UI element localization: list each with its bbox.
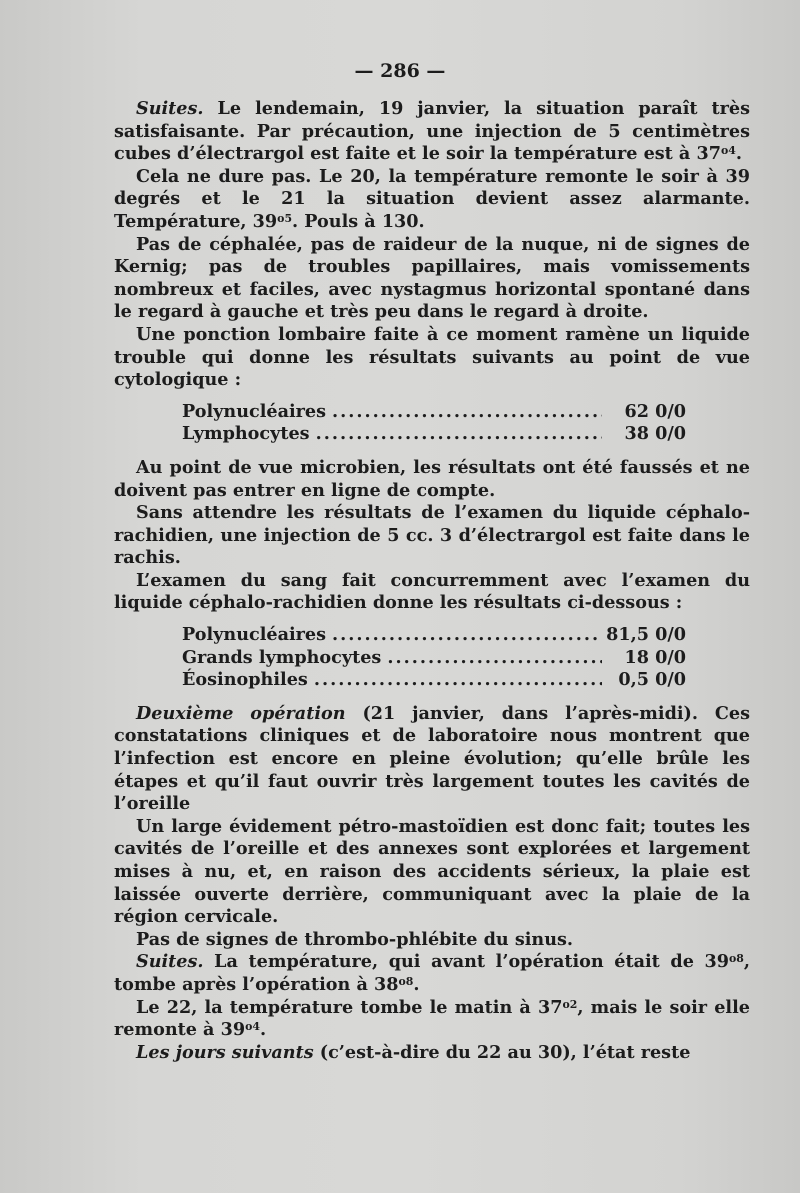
text-block-1 — [114, 98, 750, 392]
paragraph-text: Cela ne dure pas. Le 20, la température remonte le soir à 39 degrés et le 21 la situation devient assez alarmante. Température, $39^{o5}$. Pouls à 130. — [114, 165, 750, 232]
result-row — [182, 647, 686, 670]
dot-leader — [314, 669, 602, 692]
result-label: Polynucléaires — [182, 624, 327, 646]
blood-results — [182, 624, 686, 692]
dot-leader — [332, 624, 600, 647]
paragraph — [114, 166, 750, 234]
result-row — [182, 423, 686, 446]
result-label: Polynucléaires — [182, 400, 327, 422]
paragraph-text: Un large évidement pétro-mastoïdien est donc fait; toutes les cavités de l’oreille et des annexes sont explorées et largement mises à nu, et, en raison des accidents sérieux, la plaie est laissée ouverte derrière, communiquant avec la plaie de la région cervicale. — [114, 815, 750, 928]
paragraph-text: Pas de céphalée, pas de raideur de la nuque, ni de signes de Kernig; pas de troubles papillaires, mais vomissements nombreux et faciles, avec nystagmus horizontal spontané dans le regard à gauche et très peu dans le regard à droite. — [114, 233, 750, 323]
paragraph — [114, 929, 750, 952]
result-row — [182, 401, 686, 424]
paragraph-text: Pas de signes de thrombo-phlébite du sinus. — [136, 928, 574, 950]
paragraph — [114, 324, 750, 392]
paragraph-lead: Suites. — [136, 98, 204, 119]
paragraph-text: La température, qui avant l’opération était de $39^{o8}$, tombe après l’opération à $38^{o8}$. — [114, 951, 750, 995]
result-value: 0,5 0/0 — [618, 669, 686, 691]
paragraph — [114, 98, 750, 166]
paragraph-text: Le lendemain, 19 janvier, la situation paraît très satisfaisante. Par précaution, une injection de 5 centimètres cubes d’électrargol est faite et le soir la température est à $37^{o4}$. — [114, 98, 750, 165]
paragraph-lead: Suites. — [136, 951, 204, 973]
paragraph-text: Au point de vue microbien, les résultats ont été faussés et ne doivent pas entrer en ligne de compte. — [114, 456, 750, 501]
text-block-3 — [114, 703, 750, 1065]
result-value: 81,5 0/0 — [606, 624, 686, 646]
paragraph — [114, 703, 750, 816]
paragraph — [114, 997, 750, 1042]
paragraph-text: L’examen du sang fait concurremment avec l’examen du liquide céphalo-rachidien donne les résultats ci-dessous : — [114, 569, 750, 614]
dot-leader — [332, 401, 602, 424]
page-number: — 286 — — [354, 60, 446, 82]
paragraph — [114, 234, 750, 324]
paragraph — [114, 816, 750, 929]
paragraph — [114, 457, 750, 502]
cytology-results — [182, 401, 686, 446]
paragraph — [114, 502, 750, 570]
result-row — [182, 669, 686, 692]
dot-leader — [316, 423, 602, 446]
result-label: Éosinophiles — [182, 669, 308, 691]
result-value: 18 0/0 — [624, 646, 686, 668]
paragraph — [114, 1042, 750, 1065]
result-row — [182, 624, 686, 647]
page-body — [114, 98, 750, 1064]
paragraph — [114, 570, 750, 615]
dot-leader — [387, 647, 602, 670]
paragraph-lead: Les jours suivants — [136, 1041, 314, 1063]
result-value: 62 0/0 — [624, 400, 686, 422]
paragraph-text: (21 janvier, dans l’après-midi). Ces constatations cliniques et de laboratoire nous montrent que l’infection est encore en pleine évolution; qu’elle brûle les étapes et qu’il faut ouvrir très largement toutes les cavités de l’oreille — [114, 702, 750, 815]
text-block-2 — [114, 457, 750, 615]
paragraph-text: Sans attendre les résultats de l’examen du liquide céphalo-rachidien, une injection de 5 cc. 3 d’électrargol est faite dans le rachis. — [114, 502, 750, 569]
paragraph-lead: Deuxième opération — [136, 702, 346, 724]
result-label: Lymphocytes — [182, 423, 310, 445]
paragraph — [114, 951, 750, 996]
paragraph-text: Le 22, la température tombe le matin à $37^{o2}$, mais le soir elle remonte à $39^{o4}$. — [114, 996, 750, 1041]
paragraph-text: (c’est-à-dire du 22 au 30), l’état reste — [313, 1041, 691, 1063]
result-value: 38 0/0 — [624, 423, 686, 445]
paragraph-text: Une ponction lombaire faite à ce moment ramène un liquide trouble qui donne les résultats suivants au point de vue cytologique : — [114, 323, 750, 391]
result-label: Grands lymphocytes — [182, 646, 382, 668]
